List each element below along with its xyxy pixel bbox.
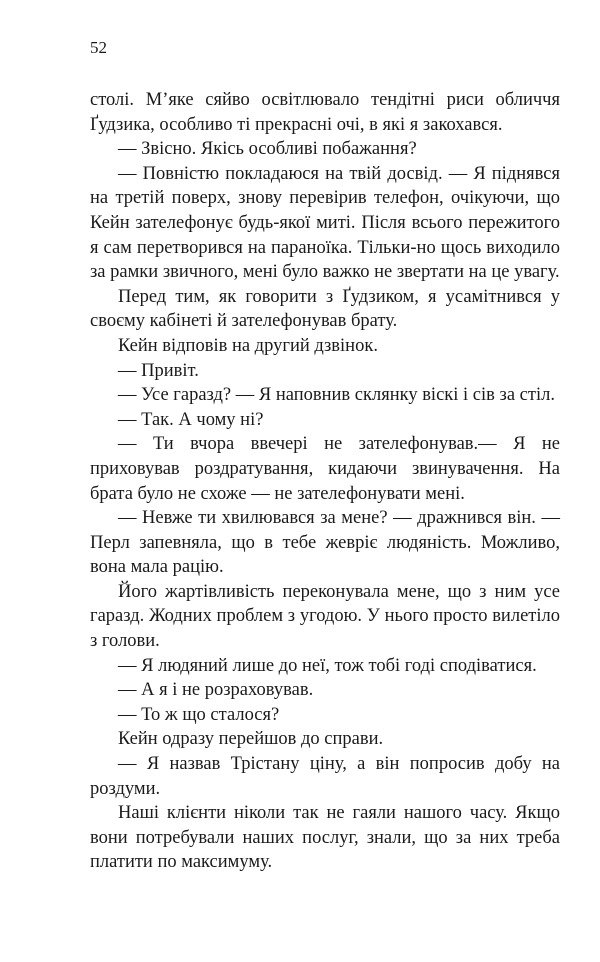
- paragraph-1: столі. М’яке сяйво освітлювало тендітні риси обличчя Ґудзика, особливо ті прекрасні очі, в які я закохався.: [90, 90, 560, 135]
- paragraph-4: Перед тим, як говорити з Ґудзиком, я усамітнився у своєму кабінеті й зателефонував брату.: [90, 286, 560, 332]
- paragraph-14: — То ж що сталося?: [118, 704, 280, 725]
- paragraph-3: — Повністю покладаюся на твій досвід. — Я піднявся на третій поверх, знову перевірив телефон, очікуючи, що Кейн зателефонує будь-якої миті. Після всього пережитого я сам перетворився на параноїка. Тільки-но щось виходило за рамки звичного, мені було важко не звертати на це увагу.: [90, 163, 560, 283]
- paragraph-16: — Я назвав Трістану ціну, а він попросив добу на роздуми.: [90, 754, 560, 799]
- paragraph-6: — Привіт.: [118, 360, 199, 381]
- paragraph-5: Кейн відповів на другий дзвінок.: [118, 335, 378, 356]
- paragraph-13: — А я і не розраховував.: [118, 680, 314, 701]
- paragraph-11: Його жартівливість переконувала мене, що з ним усе гаразд. Жодних проблем з угодою. У нього просто вилетіло з голови.: [90, 581, 560, 652]
- paragraph-8: — Так. А чому ні?: [118, 409, 264, 430]
- page-number: 52: [90, 38, 107, 57]
- paragraph-15: Кейн одразу перейшов до справи.: [118, 729, 384, 750]
- paragraph-9: — Ти вчора ввечері не зателефонував.— Я не приховував роздратування, кидаючи звинувачення. На брата було не схоже — не зателефонувати мені.: [90, 434, 560, 504]
- paragraph-12: — Я людяний лише до неї, тож тобі годі сподіватися.: [118, 655, 537, 676]
- paragraph-17: Наші клієнти ніколи так не гаяли нашого часу. Якщо вони потребували наших послуг, знали, що за них треба платити по максимуму.: [90, 803, 560, 873]
- paragraph-2: — Звісно. Якісь особливі побажання?: [118, 139, 417, 160]
- paragraph-7: — Усе гаразд? — Я наповнив склянку віскі і сів за стіл.: [118, 385, 555, 406]
- paragraph-10: — Невже ти хвилювався за мене? — дражнився він. — Перл запевняла, що в тебе жевріє людяність. Можливо, вона мала рацію.: [90, 508, 560, 578]
- body-text: [90, 88, 560, 875]
